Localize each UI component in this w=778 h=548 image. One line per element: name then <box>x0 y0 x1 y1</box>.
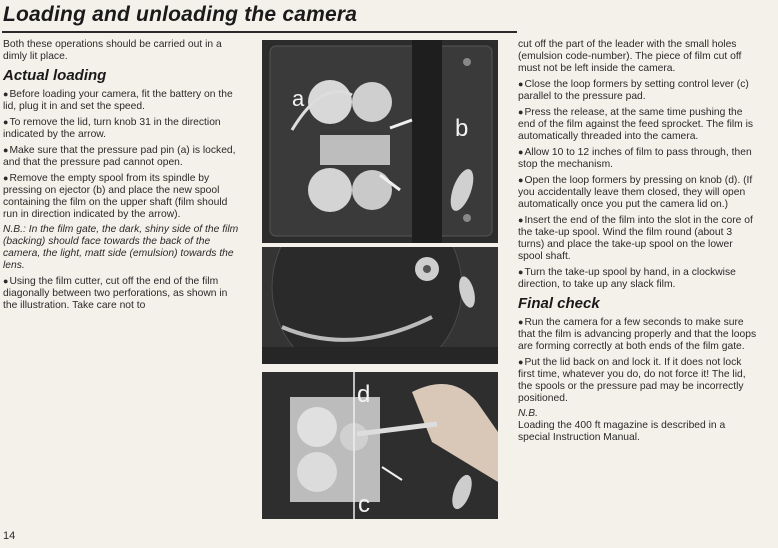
nb-magazine-note: Loading the 400 ft magazine is described in a special Instruction Manual. <box>518 420 726 443</box>
step-remove-lid: ● To remove the lid, turn knob 31 in the direction indicated by the arrow. <box>3 116 239 141</box>
step-turn-spool: ● Turn the take-up spool by hand, in a clockwise direction, to take up any slack film. <box>518 266 760 291</box>
step-lid-back: ● Put the lid back on and lock it. If it does not lock first time, whatever you do, do not force it! The lid, the spools or the pressure pad may be incorrectly positioned. <box>518 356 760 405</box>
right-column <box>518 39 760 447</box>
step-insert-film: ● Insert the end of the film into the slot in the core of the take-up spool. Wind the film round (about 3 turns) and place the take-up spool on the lower spool shaft. <box>518 214 760 263</box>
title-rule <box>2 31 517 33</box>
label-c: c <box>358 491 370 518</box>
actual-loading-heading: Actual loading <box>3 67 107 84</box>
step-spool: ● Remove the empty spool from its spindle by pressing on ejector (b) and place the new spool containing the film on the upper shaft (film should run in direction indicated by the arrow). <box>3 172 239 221</box>
camera-photo-middle <box>262 247 498 364</box>
label-b: b <box>455 115 469 142</box>
step-pressure-pad: ● Make sure that the pressure pad pin (a) is locked, and that the pressure pad cannot open. <box>3 144 239 169</box>
nb-note-film-gate: N.B.: In the film gate, the dark, shiny side of the film (backing) should face towards the back of the camera, the light, matt side (emulsion) towards the lens. <box>3 224 239 271</box>
step-film-cutter: ● Using the film cutter, cut off the end of the film diagonally between two perforations, as shown in the illustration. Take care not to <box>3 275 239 312</box>
cut-film-continued: cut off the part of the leader with the small holes (emulsion code-number). The piece of film cut off must not be left inside the camera. <box>518 39 742 74</box>
page-title: Loading and unloading the camera <box>3 3 358 26</box>
step-run-camera: ● Run the camera for a few seconds to make sure that the film is advancing properly and that the loops are forming correctly at both ends of the film gate. <box>518 316 760 353</box>
step-close-loop-formers: ● Close the loop formers by setting control lever (c) parallel to the pressure pad. <box>518 78 760 103</box>
step-battery: ● Before loading your camera, fit the battery on the lid, plug it in and set the speed. <box>3 88 239 113</box>
intro-text: Both these operations should be carried out in a dimly lit place. <box>3 39 222 62</box>
left-column <box>3 39 239 315</box>
step-allow-film: ● Allow 10 to 12 inches of film to pass through, then stop the mechanism. <box>518 146 760 171</box>
step-press-release: ● Press the release, at the same time pushing the end of the film against the feed sprocket. The film is automatically threaded into the camera. <box>518 106 760 143</box>
camera-photo-bottom <box>262 372 498 519</box>
page-number: 14 <box>3 530 16 542</box>
camera-photo-top <box>262 40 498 243</box>
label-d: d <box>357 381 371 408</box>
final-check-heading: Final check <box>518 295 600 312</box>
step-open-loop-formers: ● Open the loop formers by pressing on knob (d). (If you accidentally leave them closed, they will open automatically once you put the camera lid on.) <box>518 174 760 211</box>
label-a: a <box>292 86 305 111</box>
nb-label: N.B. <box>518 408 539 419</box>
